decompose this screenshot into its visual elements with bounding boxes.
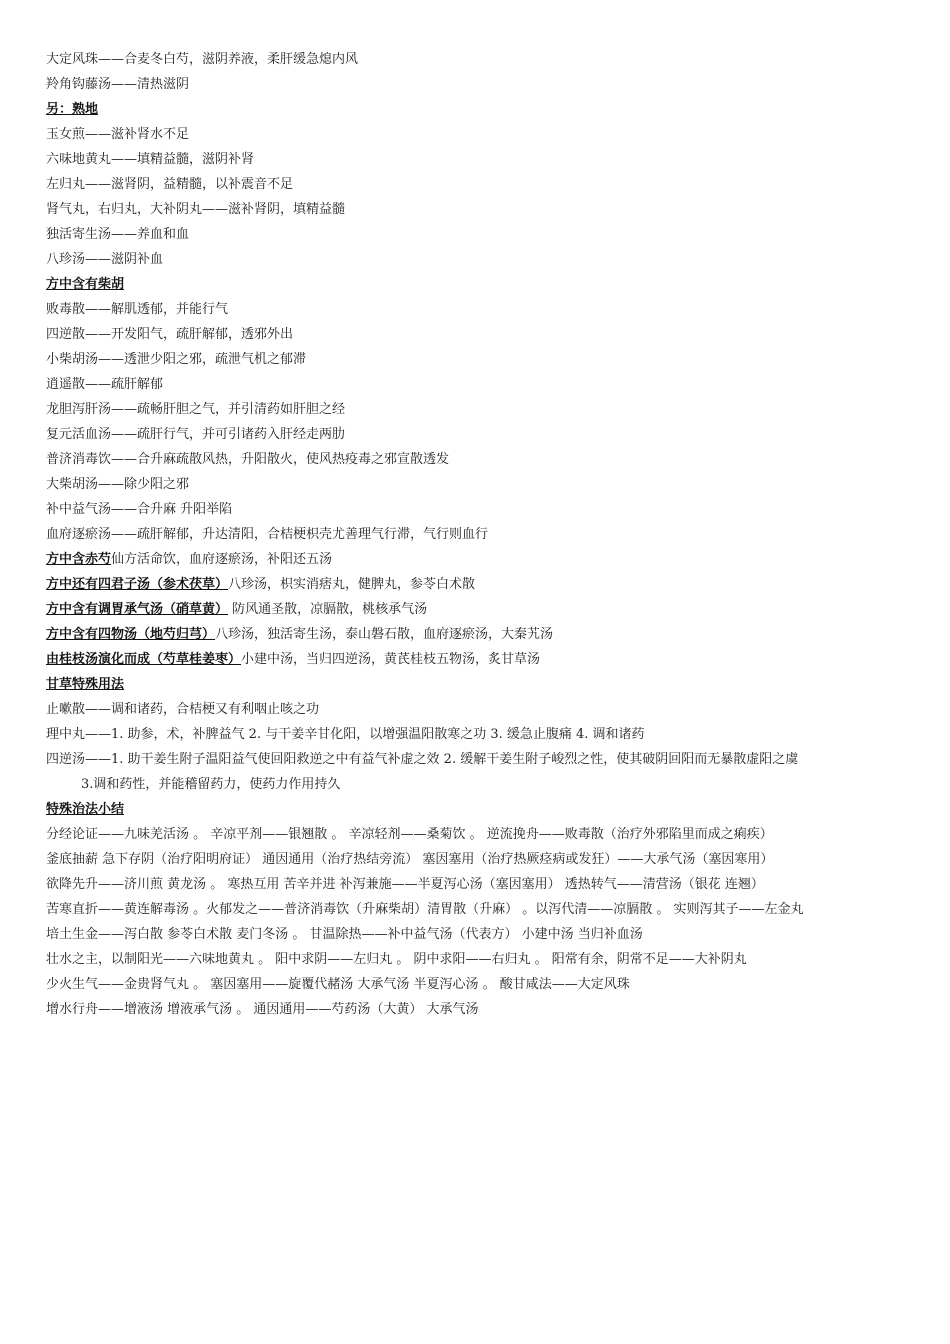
- line-text: 八珍汤，枳实消痞丸，健脾丸，参苓白术散: [228, 577, 476, 592]
- text-line: [46, 697, 916, 722]
- text-line: [46, 847, 916, 872]
- text-line: [46, 747, 916, 772]
- text-line: [46, 422, 916, 447]
- line-text: 玉女煎——滋补肾水不足: [46, 127, 190, 142]
- text-line: [46, 947, 916, 972]
- line-text: 培土生金——泻白散 参苓白术散 麦门冬汤 。 甘温除热——补中益气汤（代表方） 小建中汤 当归补血汤: [46, 927, 643, 942]
- text-line: [46, 122, 916, 147]
- text-line: [46, 772, 916, 797]
- section-heading: 由桂枝汤演化而成（芍草桂姜枣）: [46, 652, 242, 667]
- text-line: [46, 297, 916, 322]
- line-text: 左归丸——滋肾阴，益精髓，以补震音不足: [46, 177, 294, 192]
- text-line: [46, 372, 916, 397]
- line-text: 苦寒直折——黄连解毒汤 。火郁发之——普济消毒饮（升麻柴胡）清胃散（升麻） 。以泻代清——凉膈散 。 实则泻其子——左金丸: [46, 902, 804, 917]
- text-line: [46, 47, 916, 72]
- text-line: [46, 222, 916, 247]
- line-text: 独活寄生汤——养血和血: [46, 227, 190, 242]
- text-line: [46, 397, 916, 422]
- section-heading: 方中含有四物汤（地芍归芎）: [46, 627, 216, 642]
- line-text: 逍遥散——疏肝解郁: [46, 377, 164, 392]
- text-line: [46, 797, 916, 822]
- text-line: [46, 922, 916, 947]
- line-text: 血府逐瘀汤——疏肝解郁，升达清阳，合桔梗枳壳尤善理气行滞，气行则血行: [46, 527, 489, 542]
- line-text: 增水行舟——增液汤 增液承气汤 。 通因通用——芍药汤（大黄） 大承气汤: [46, 1002, 479, 1017]
- text-line: [46, 822, 916, 847]
- text-line: [46, 272, 916, 297]
- line-text: 四逆汤——1. 助干姜生附子温阳益气使回阳救逆之中有益气补虚之效 2. 缓解干姜生附子峻烈之性，使其破阴回阳而无暴散虚阳之虞: [46, 752, 799, 767]
- line-text: 八珍汤——滋阴补血: [46, 252, 164, 267]
- text-line: [46, 622, 916, 647]
- line-text: 防风通圣散，凉膈散，桃核承气汤: [228, 602, 428, 617]
- line-text: 仙方活命饮，血府逐瘀汤，补阳还五汤: [111, 552, 333, 567]
- text-line: [46, 597, 916, 622]
- line-text: 3.调和药性，并能稽留药力，使药力作用持久: [81, 777, 341, 792]
- text-line: [46, 897, 916, 922]
- text-line: [46, 447, 916, 472]
- line-text: 龙胆泻肝汤——疏畅肝胆之气，并引清药如肝胆之经: [46, 402, 346, 417]
- text-line: [46, 497, 916, 522]
- line-text: 分经论证——九味羌活汤 。 辛凉平剂——银翘散 。 辛凉轻剂——桑菊饮 。 逆流挽舟——败毒散（治疗外邪陷里而成之痢疾）: [46, 827, 773, 842]
- line-text: 羚角钩藤汤——清热滋阴: [46, 77, 190, 92]
- section-heading: 特殊治法小结: [46, 802, 125, 817]
- line-text: 四逆散——开发阳气，疏肝解郁，透邪外出: [46, 327, 294, 342]
- section-heading: 另：熟地: [46, 102, 99, 117]
- line-text: 普济消毒饮——合升麻疏散风热，升阳散火，使风热疫毒之邪宣散透发: [46, 452, 450, 467]
- line-text: 六味地黄丸——填精益髓，滋阴补肾: [46, 152, 255, 167]
- line-text: 壮水之主，以制阳光——六味地黄丸 。 阳中求阴——左归丸 。 阴中求阳——右归丸 。 阳常有余，阴常不足——大补阴丸: [46, 952, 747, 967]
- section-heading: 方中还有四君子汤（参术茯草）: [46, 577, 229, 592]
- line-text: 败毒散——解肌透郁，并能行气: [46, 302, 229, 317]
- line-text: 大柴胡汤——除少阳之邪: [46, 477, 190, 492]
- text-line: [46, 872, 916, 897]
- section-heading: 方中含有柴胡: [46, 277, 125, 292]
- text-line: [46, 197, 916, 222]
- text-line: [46, 97, 916, 122]
- line-text: 补中益气汤——合升麻 升阳举陷: [46, 502, 233, 517]
- text-line: [46, 247, 916, 272]
- text-line: [46, 722, 916, 747]
- text-line: [46, 472, 916, 497]
- text-line: [46, 72, 916, 97]
- line-text: 理中丸——1. 助参，术，补脾益气 2. 与干姜辛甘化阳，以增强温阳散寒之功 3. 缓急止腹痛 4. 调和诸药: [46, 727, 645, 742]
- text-line: [46, 672, 916, 697]
- line-text: 小柴胡汤——透泄少阳之邪，疏泄气机之郁滞: [46, 352, 307, 367]
- text-line: [46, 322, 916, 347]
- line-text: 肾气丸，右归丸，大补阴丸——滋补肾阴，填精益髓: [46, 202, 346, 217]
- text-line: [46, 147, 916, 172]
- text-line: [46, 647, 916, 672]
- line-text: 复元活血汤——疏肝行气，并可引诸药入肝经走两肋: [46, 427, 346, 442]
- line-text: 大定风珠——合麦冬白芍，滋阴养液，柔肝缓急熄内风: [46, 52, 359, 67]
- section-heading: 甘草特殊用法: [46, 677, 125, 692]
- line-text: 釜底抽薪 急下存阴（治疗阳明府证） 通因通用（治疗热结旁流） 塞因塞用（治疗热厥痉病或发狂）——大承气汤（塞因寒用）: [46, 852, 774, 867]
- text-line: [46, 522, 916, 547]
- text-line: [46, 572, 916, 597]
- text-line: [46, 547, 916, 572]
- document-body: [46, 47, 916, 1022]
- text-line: [46, 972, 916, 997]
- text-line: [46, 172, 916, 197]
- text-line: [46, 347, 916, 372]
- line-text: 少火生气——金贵肾气丸 。 塞因塞用——旋覆代赭汤 大承气汤 半夏泻心汤 。 酸甘咸法——大定风珠: [46, 977, 630, 992]
- line-text: 小建中汤，当归四逆汤，黄芪桂枝五物汤，炙甘草汤: [241, 652, 541, 667]
- line-text: 八珍汤，独活寄生汤，泰山磐石散，血府逐瘀汤，大秦艽汤: [215, 627, 554, 642]
- section-heading: 方中含赤芍: [46, 552, 112, 567]
- line-text: 止嗽散——调和诸药，合桔梗又有利咽止咳之功: [46, 702, 320, 717]
- section-heading: 方中含有调胃承气汤（硝草黄）: [46, 602, 229, 617]
- line-text: 欲降先升——济川煎 黄龙汤 。 寒热互用 苦辛并进 补泻兼施——半夏泻心汤（塞因塞用） 透热转气——清营汤（银花 连翘）: [46, 877, 764, 892]
- text-line: [46, 997, 916, 1022]
